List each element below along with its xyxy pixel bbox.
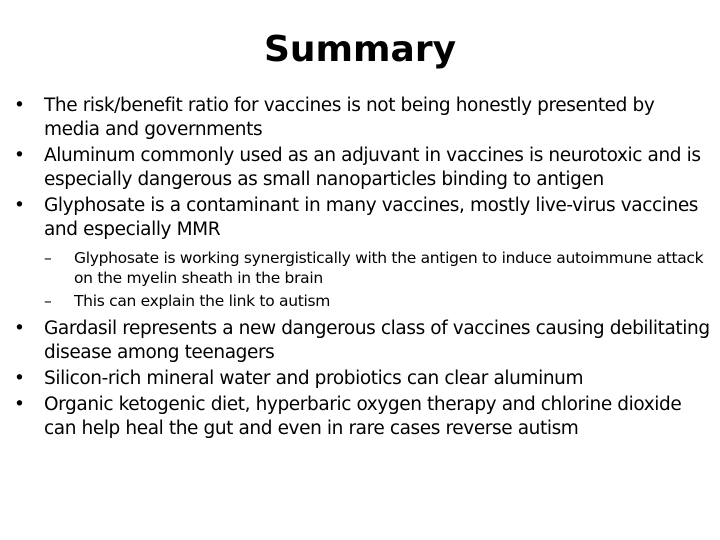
slide-body [14, 94, 714, 443]
sub-bullet-list [14, 248, 714, 311]
slide-title: Summary [263, 29, 457, 70]
sub-bullet-item: – This can explain the link to autism [14, 291, 714, 311]
bullet-item: • Silicon-rich mineral water and probiotics can clear aluminum [14, 367, 714, 391]
bullet-list [14, 94, 714, 242]
bullet-item: • The risk/benefit ratio for vaccines is not being honestly presented by media and governments [14, 94, 714, 142]
sub-bullet-item: – Glyphosate is working synergistically with the antigen to induce autoimmune attack on the myelin sheath in the brain [14, 248, 714, 288]
bullet-item: • Glyphosate is a contaminant in many vaccines, mostly live-virus vaccines and especially MMR [14, 194, 714, 242]
bullet-item: • Gardasil represents a new dangerous class of vaccines causing debilitating disease among teenagers [14, 317, 714, 365]
bullet-item: • Organic ketogenic diet, hyperbaric oxygen therapy and chlorine dioxide can help heal the gut and even in rare cases reverse autism [14, 393, 714, 441]
bullet-list-continued [14, 317, 714, 441]
bullet-item: • Aluminum commonly used as an adjuvant in vaccines is neurotoxic and is especially dangerous as small nanoparticles binding to antigen [14, 144, 714, 192]
